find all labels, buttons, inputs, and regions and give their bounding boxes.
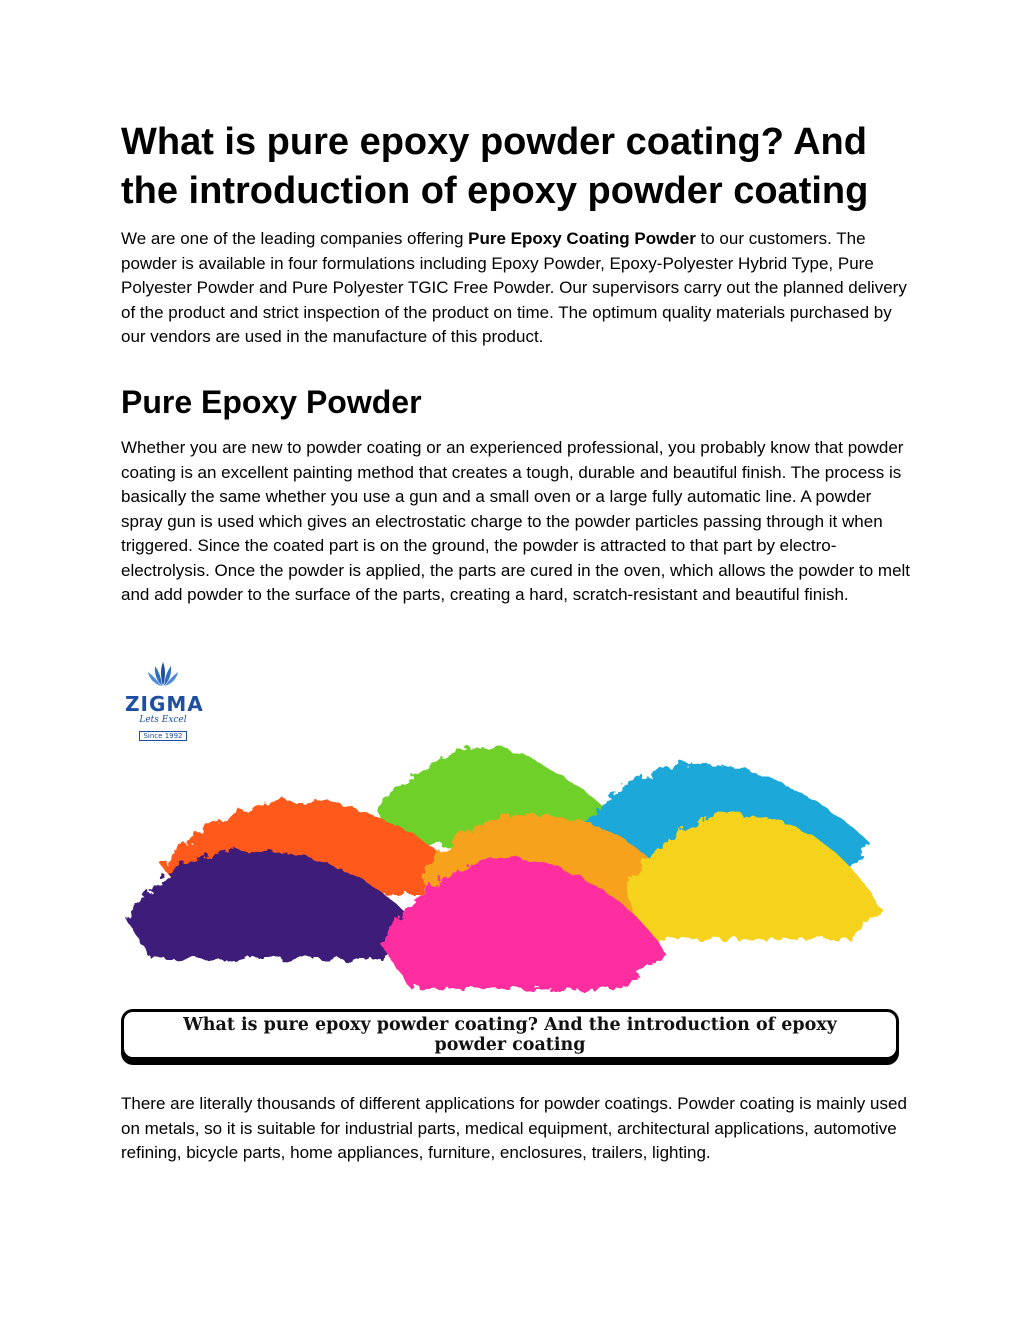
section-heading: Pure Epoxy Powder	[121, 384, 422, 420]
page-title: What is pure epoxy powder coating? And the introduction of epoxy powder coating	[121, 121, 869, 212]
intro-bold-product: Pure Epoxy Coating Powder	[468, 229, 696, 248]
logo-wordmark: ZIGMA	[125, 692, 204, 716]
hero-image	[121, 654, 905, 1068]
powder-piles-illustration	[121, 654, 905, 1004]
intro-text-start: We are one of the leading companies offering	[121, 229, 469, 248]
logo-tagline: Lets Excel	[139, 715, 187, 725]
intro-text-end: to our customers. The powder is available in four formulations including Epoxy Powder, Epoxy-Polyester Hybrid Type, Pure Polyester Powder and Pure Polyester TGIC Free Powder. Our supervisors carry out the planned delivery of the product and strict inspection of the product on time. The optimum quality materials purchased by our vendors are used in the manufacture of this product.	[121, 229, 907, 346]
section-paragraph: Whether you are new to powder coating or an experienced professional, you probably know that powder coating is an excellent painting method that creates a tough, durable and beautiful finish. The process is basically the same whether you use a gun and a small oven or a large fully automatic line. A powder spray gun is used which gives an electrostatic charge to the powder particles passing through it when triggered. Since the coated part is on the ground, the powder is attracted to that part by electro-electrolysis. Once the powder is applied, the parts are cured in the oven, which allows the powder to melt and add powder to the surface of the parts, creating a hard, scratch-resistant and beautiful finish.	[121, 438, 911, 604]
logo-since-badge: Since 1992	[139, 731, 186, 741]
zigma-logo	[125, 660, 204, 743]
image-caption-box	[121, 1009, 899, 1060]
lotus-icon	[146, 660, 180, 688]
intro-paragraph	[121, 227, 911, 350]
image-caption: What is pure epoxy powder coating? And the introduction of epoxy powder coating	[183, 1014, 837, 1055]
closing-paragraph: There are literally thousands of different applications for powder coatings. Powder coating is mainly used on metals, so it is suitable for industrial parts, medical equipment, architectural applications, automotive refining, bicycle parts, home appliances, furniture, enclosures, trailers, lighting.	[121, 1094, 907, 1162]
